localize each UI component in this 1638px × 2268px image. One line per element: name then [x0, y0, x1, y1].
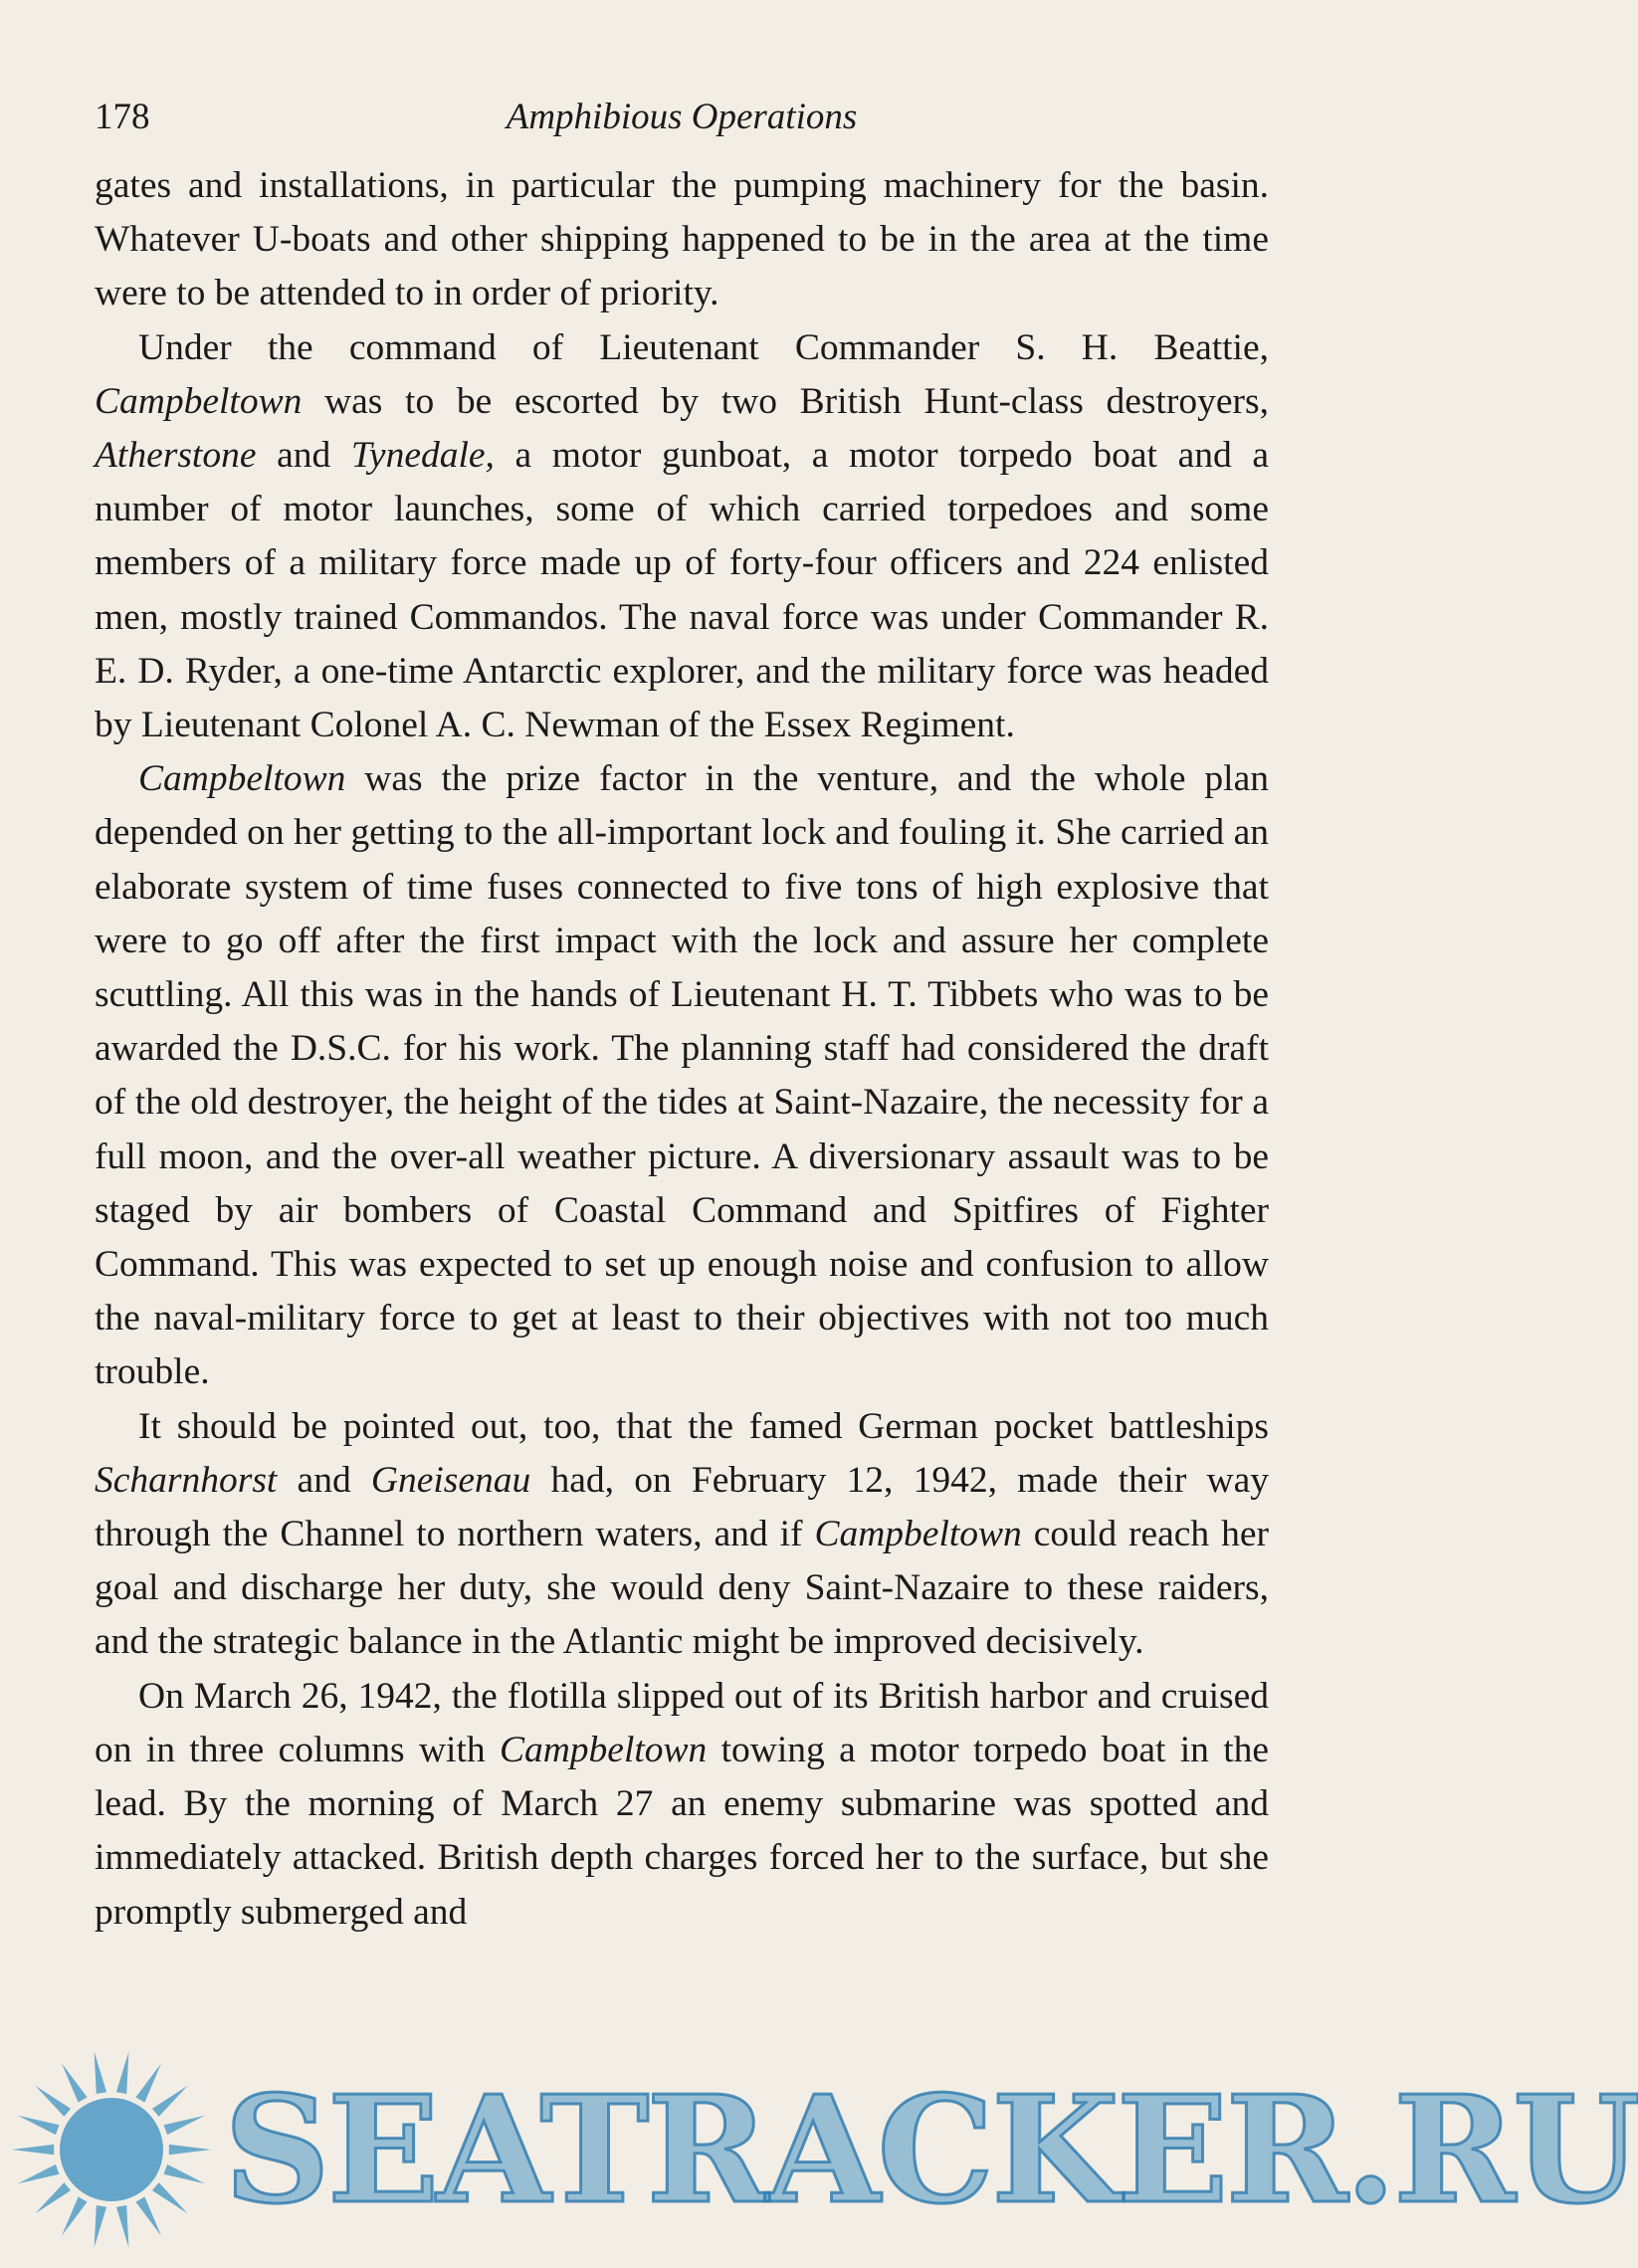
italic-text-run: Campbeltown — [138, 758, 346, 800]
text-run: a motor gunboat, a motor torpedo boat and a number of motor launches, some of which carried torpedoes and some members of a military force made up of forty-four officers and 224 enlisted men, mostly trained Commandos. The naval force was under Commander R. E. D. Ryder, a one-time Antarctic explorer, and the military force was headed by Lieutenant Colonel A. C. Newman of the Essex Regiment. — [95, 435, 1269, 746]
sun-icon — [0, 2050, 229, 2259]
text-run: On March 26, 1942, the flotilla slipped out of its British harbor and cruised on in three columns with — [95, 1675, 1269, 1770]
italic-text-run: Campbeltown — [95, 380, 303, 422]
italic-text-run: Atherstone — [95, 435, 257, 477]
paragraph — [95, 1670, 1269, 1940]
body-text — [95, 159, 1269, 1940]
running-head: Amphibious Operations — [506, 97, 858, 137]
sun-ray — [152, 2086, 188, 2117]
text-run: towing a motor torpedo boat in the lead. By the morning of March 27 an enemy submarine was spotted and immediately attacked. British depth charges forced her to the surface, but she promptly submerged and — [95, 1729, 1270, 1933]
sun-ray — [135, 2196, 161, 2235]
sun-ray — [95, 2205, 107, 2248]
text-run: It should be pointed out, too, that the famed German pocket battleships — [138, 1405, 1269, 1447]
sun-ray — [62, 2196, 88, 2235]
italic-text-run: Campbeltown — [499, 1729, 708, 1770]
text-run: gates and installations, in particular the pumping machinery for the basin. Whatever U-boats and other shipping happened to be in the area at the time were to be attended to in order of priority. — [95, 165, 1269, 314]
sun-ray — [164, 2165, 206, 2183]
paragraph — [95, 321, 1269, 753]
text-run: was the prize factor in the venture, and the whole plan depended on her getting to the all-important lock and fouling it. She carried an elaborate system of time fuses connected to five tons of high explosive that were to go off after the first impact with the lock and assure her complete scuttling. All this was in the hands of Lieutenant H. T. Tibbets who was to be awarded the D.S.C. for his work. The planning staff had considered the draft of the old destroyer, the height of the tides at Saint-Nazaire, the necessity for a full moon, and the over-all weather picture. A diversionary assault was to be staged by air bombers of Coastal Command and Spitfires of Fighter Command. This was expected to set up enough noise and confusion to allow the naval-military force to get at least to their objectives with not too much trouble. — [95, 758, 1269, 1393]
italic-text-run: Scharnhorst — [95, 1459, 278, 1501]
sun-ray — [18, 2116, 60, 2135]
sun-ray — [18, 2165, 60, 2183]
sun-ray — [116, 2052, 128, 2095]
text-run: and — [277, 1459, 371, 1501]
italic-text-run: Tynedale, — [350, 435, 495, 477]
sun-ray — [169, 2145, 211, 2155]
italic-text-run: Campbeltown — [814, 1514, 1022, 1555]
text-run: had, on February 12, 1942, made their way through the Channel to northern waters, and if — [95, 1459, 1269, 1555]
text-run: and — [256, 435, 351, 477]
sun-ray — [116, 2205, 128, 2248]
page-header — [95, 88, 1269, 147]
italic-text-run: Gneisenau — [370, 1459, 531, 1501]
sun-ray — [95, 2052, 107, 2095]
sun-ray — [35, 2182, 71, 2213]
watermark-text: SEATRACKER.RU — [224, 2063, 1638, 2236]
sun-ray — [12, 2145, 54, 2155]
sun-ray — [62, 2063, 88, 2102]
watermark — [0, 2050, 1638, 2259]
sun-ray — [135, 2063, 161, 2102]
sun-ray — [164, 2116, 206, 2135]
paragraph — [95, 1400, 1269, 1670]
page-number: 178 — [95, 97, 150, 137]
paragraph — [95, 159, 1269, 321]
paragraph — [95, 752, 1269, 1399]
text-run: could reach her goal and discharge her duty, she would deny Saint-Nazaire to these raiders, and the strategic balance in the Atlantic might be improved decisively. — [95, 1514, 1269, 1663]
sun-ray — [152, 2182, 188, 2213]
text-run: Under the command of Lieutenant Commander S. H. Beattie, — [138, 326, 1269, 368]
sun-ray — [35, 2086, 71, 2117]
text-run: was to be escorted by two British Hunt-class destroyers, — [302, 380, 1269, 422]
